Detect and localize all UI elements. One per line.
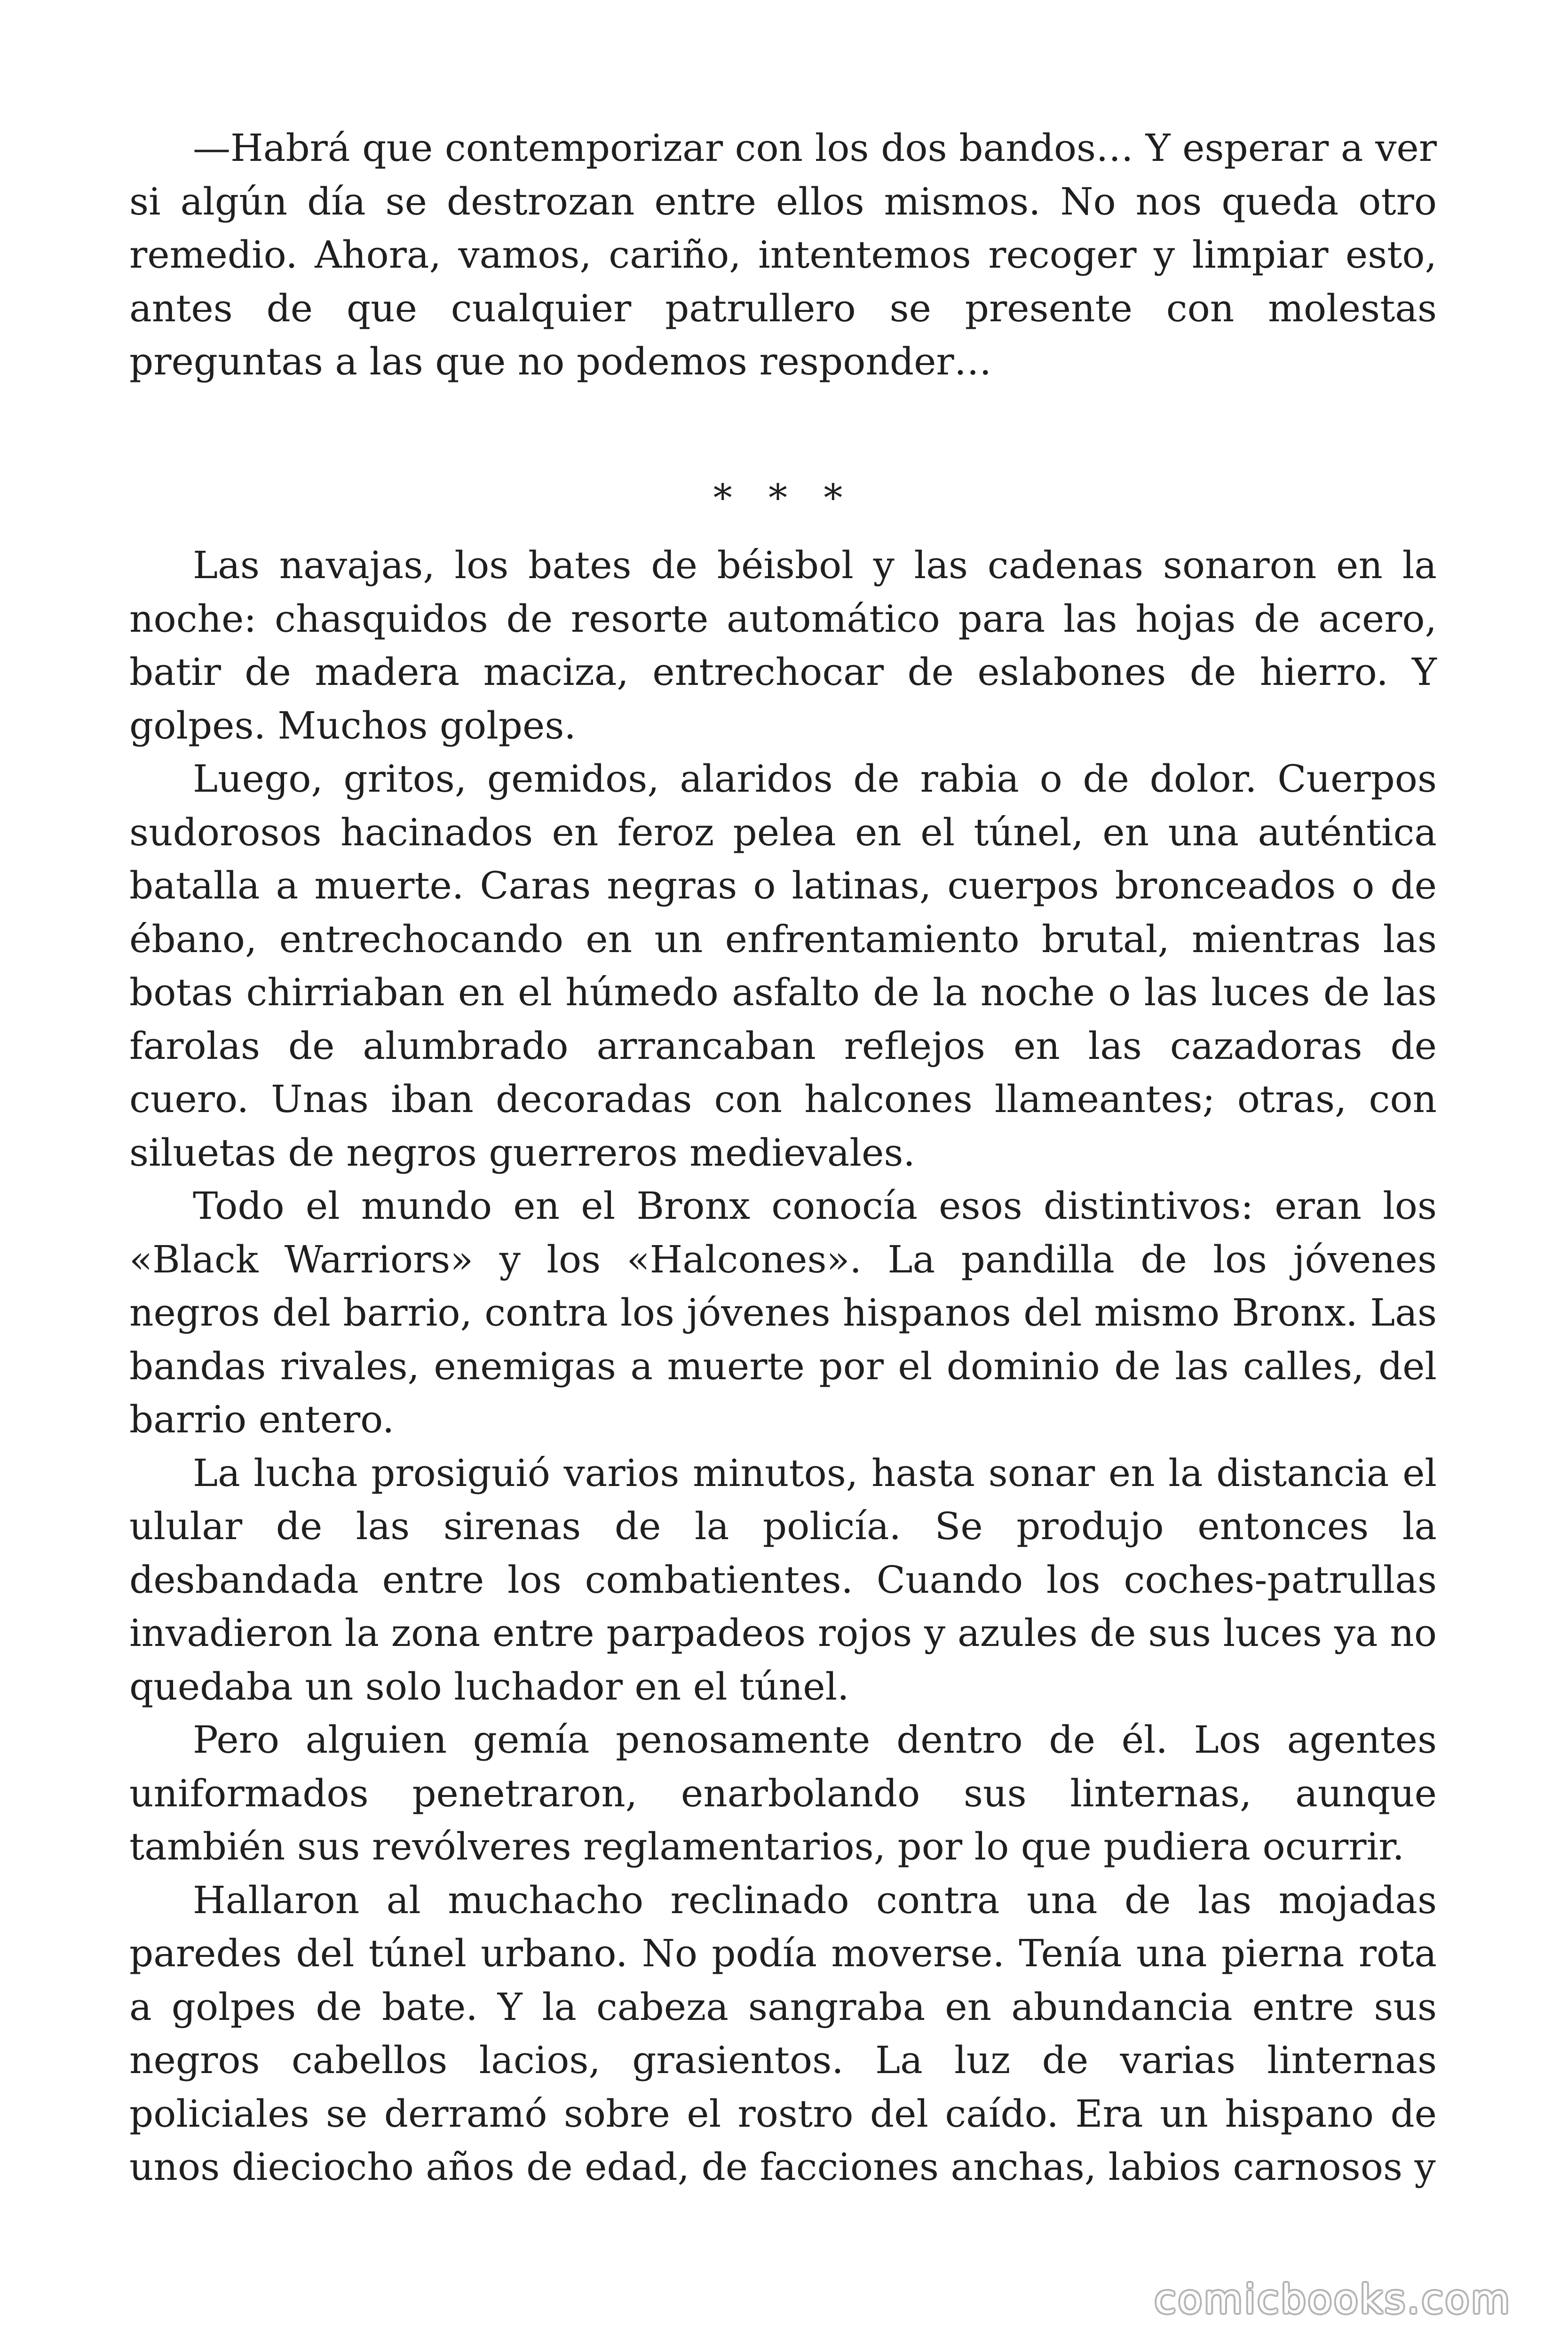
paragraph: Hallaron al muchacho reclinado contra una de las mojadas paredes del túnel urbano. No podía moverse. Tenía una pierna rota a golpes de bate. Y la cabeza sangraba en abundancia entre sus negros cabellos lacios, grasientos. La luz de varias linternas policiales se derramó sobre el rostro del caído. Era un hispano de unos dieciocho años de edad, de facciones anchas, labios carnosos y — [129, 1878, 1437, 2189]
paragraph: —Habrá que contemporizar con los dos bandos… Y esperar a ver si algún día se destrozan entre ellos mismos. No nos queda otro remedio. Ahora, vamos, cariño, intentemos recoger y limpiar esto, antes de que cualquier patrullero se presente con molestas preguntas a las que no podemos responder… — [129, 126, 1437, 383]
text-block-top — [129, 121, 1437, 389]
text-block-main — [129, 539, 1437, 2194]
paragraph: Pero alguien gemía penosamente dentro de él. Los agentes uniformados penetraron, enarbolando sus linternas, aunque también sus revólveres reglamentarios, por lo que pudiera ocurrir. — [129, 1718, 1437, 1868]
paragraph: La lucha prosiguió varios minutos, hasta sonar en la distancia el ulular de las sirenas de la policía. Se produjo entonces la desbandada entre los combatientes. Cuando los coches-patrullas invadieron la zona entre parpadeos rojos y azules de sus luces ya no quedaba un solo luchador en el túnel. — [129, 1451, 1437, 1708]
paragraph: Luego, gritos, gemidos, alaridos de rabia o de dolor. Cuerpos sudorosos hacinados en feroz pelea en el túnel, en una auténtica batalla a muerte. Caras negras o latinas, cuerpos bronceados o de ébano, entrechocando en un enfrentamiento brutal, mientras las botas chirriaban en el húmedo asfalto de la noche o las luces de las farolas de alumbrado arrancaban reflejos en las cazadoras de cuero. Unas iban decoradas con halcones llameantes; otras, con siluetas de negros guerreros medievales. — [129, 757, 1437, 1175]
paragraph: Todo el mundo en el Bronx conocía esos distintivos: eran los «Black Warriors» y los «Halcones». La pandilla de los jóvenes negros del barrio, contra los jóvenes hispanos del mismo Bronx. Las bandas rivales, enemigas a muerte por el dominio de las calles, del barrio entero. — [129, 1184, 1437, 1441]
section-separator: * * * — [713, 476, 855, 520]
paragraph: Las navajas, los bates de béisbol y las cadenas sonaron en la noche: chasquidos de resorte automático para las hojas de acero, batir de madera maciza, entrechocar de eslabones de hierro. Y golpes. Muchos golpes. — [129, 543, 1437, 747]
watermark-logo: comicbooks.com — [1154, 2276, 1512, 2322]
